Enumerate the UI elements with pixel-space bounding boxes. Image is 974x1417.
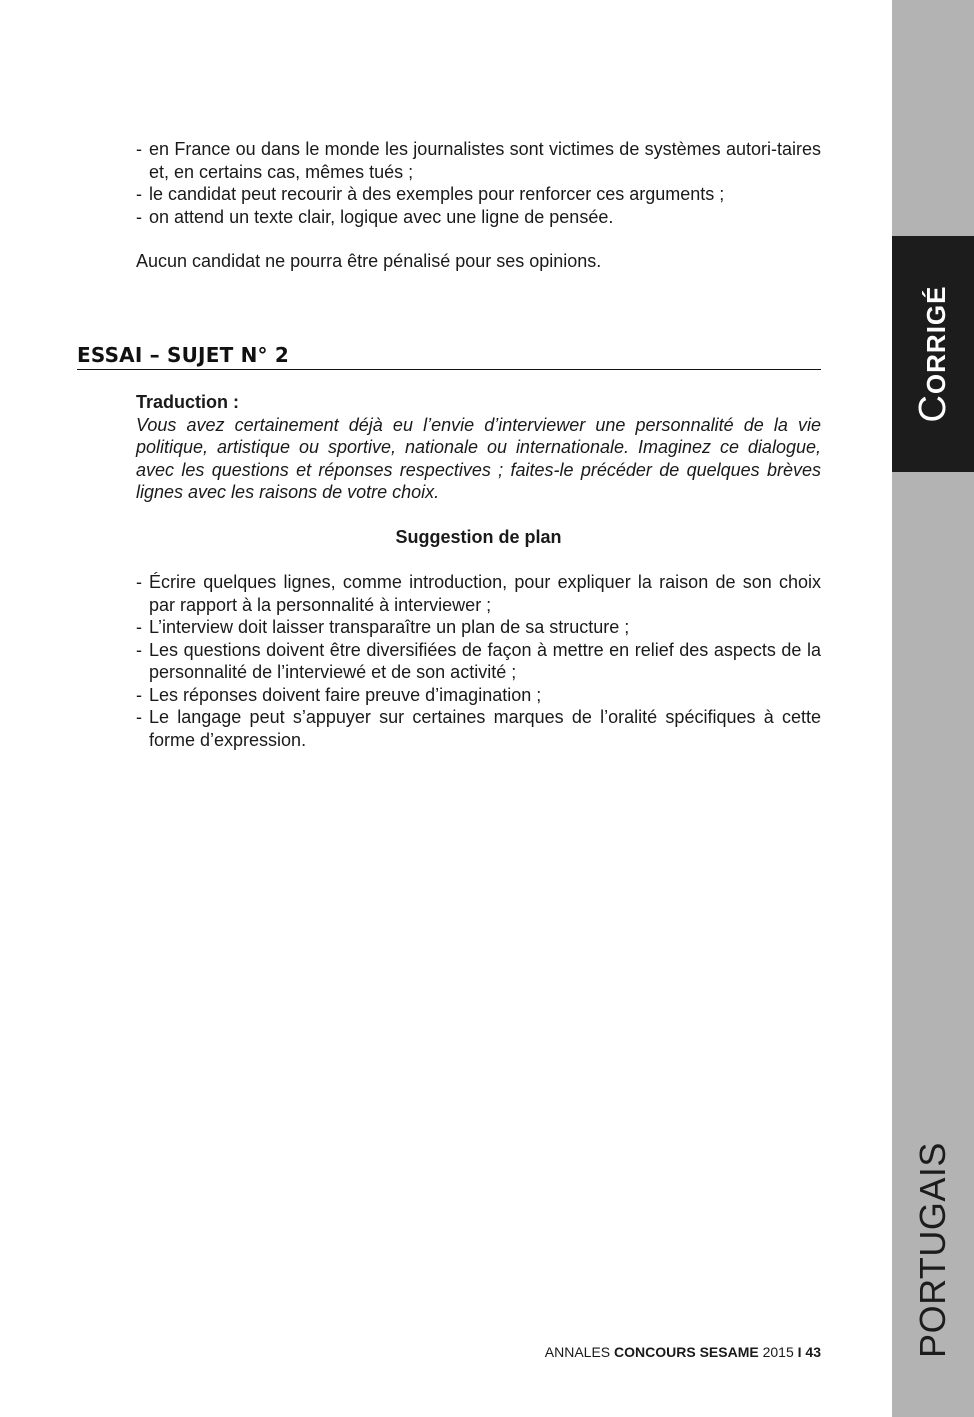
- list-item: [136, 571, 821, 616]
- section-title: ESSAI – SUJET N° 2: [77, 343, 289, 367]
- list-item-text: Écrire quelques lignes, comme introduction, pour expliquer la raison de son choix par rapport à la personnalité à interviewer ;: [149, 572, 821, 615]
- section-tab-initial: C: [912, 394, 954, 423]
- intro-bullet-list: [136, 138, 821, 228]
- section-divider: [77, 369, 821, 370]
- bullet-marker: -: [136, 684, 142, 705]
- bullet-marker: -: [136, 206, 142, 227]
- footer-year: 2015: [762, 1344, 794, 1360]
- list-item-text: on attend un texte clair, logique avec une ligne de pensée.: [149, 206, 614, 227]
- translation-label: Traduction :: [136, 392, 239, 412]
- page-number: 43: [805, 1344, 821, 1360]
- bullet-marker: -: [136, 617, 142, 637]
- translation-block: [136, 391, 821, 504]
- list-item: [136, 706, 821, 751]
- bullet-marker: -: [136, 572, 142, 592]
- plan-bullet-list: [136, 571, 821, 751]
- list-item-text: le candidat peut recourir à des exemples pour renforcer ces arguments ;: [149, 184, 725, 204]
- list-item: [136, 639, 821, 684]
- footer-publication-name: CONCOURS SESAME: [614, 1344, 759, 1360]
- bullet-marker: -: [136, 707, 142, 727]
- plan-title: Suggestion de plan: [395, 527, 562, 547]
- list-item: [136, 183, 821, 206]
- list-item: [136, 206, 821, 229]
- footer-prefix: ANNALES: [544, 1344, 611, 1360]
- list-item-text: L’interview doit laisser transparaître un plan de sa structure ;: [149, 617, 630, 637]
- translation-text: Vous avez certainement déjà eu l’envie d’interviewer une personnalité de la vie politique, artistique ou sportive, nationale ou internationale. Imaginez ce dialogue, avec les questions et réponses respectives ; faites-le précéder de quelques brèves lignes avec les raisons de votre choix.: [136, 414, 821, 502]
- section-tab-label: [914, 285, 952, 422]
- list-item-text: Les réponses doivent faire preuve d’imagination ;: [149, 684, 542, 705]
- footer-separator: I: [797, 1344, 802, 1360]
- page-footer: [545, 1343, 821, 1361]
- bullet-marker: -: [136, 184, 142, 204]
- section-tab-rest: ORRIGÉ: [921, 285, 951, 395]
- list-item-text: Les questions doivent être diversifiées de façon à mettre en relief des aspects de la personnalité de l’interviewé et de son activité ;: [149, 639, 821, 682]
- language-label: PORTUGAIS: [912, 1142, 953, 1358]
- bullet-marker: -: [136, 639, 142, 660]
- list-item: [136, 616, 821, 639]
- list-item: [136, 684, 821, 707]
- list-item-text: en France ou dans le monde les journalistes sont victimes de systèmes autori-taires et, en certains cas, mêmes tués ;: [149, 139, 821, 182]
- list-item-text: Le langage peut s’appuyer sur certaines marques de l’oralité spécifiques à cette forme d’expression.: [149, 707, 821, 750]
- note-paragraph: Aucun candidat ne pourra être pénalisé pour ses opinions.: [136, 251, 602, 271]
- bullet-marker: -: [136, 139, 142, 159]
- list-item: [136, 138, 821, 183]
